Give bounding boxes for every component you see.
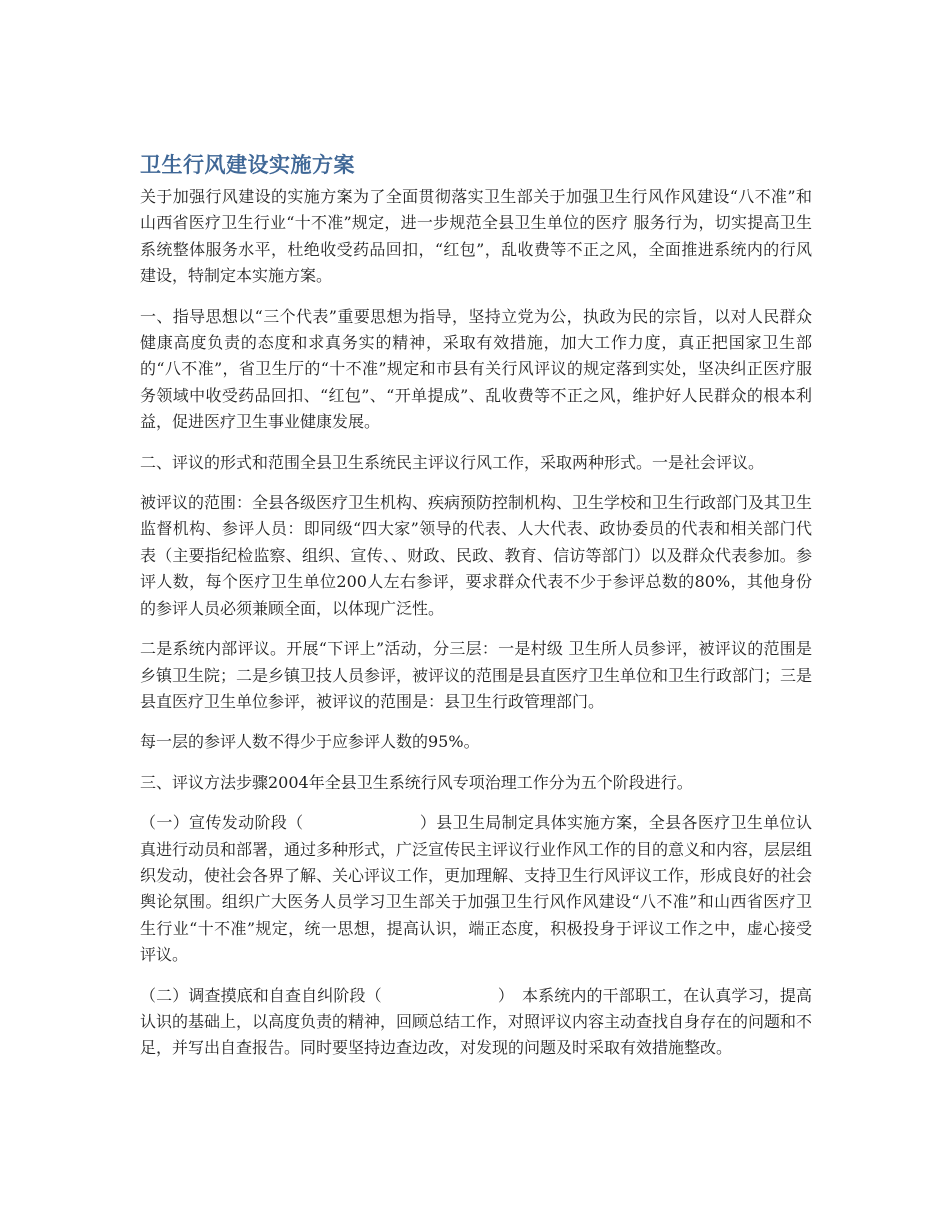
paragraph-participation-ratio: 每一层的参评人数不得少于应参评人数的95%。 (140, 732, 480, 752)
paragraph-method-steps: 三、评议方法步骤2004年全县卫生系统行风专项治理工作分为五个阶段进行。 (140, 772, 693, 792)
paragraph-internal-evaluation: 二是系统内部评议。开展“下评上”活动，分三层：一是村级 卫生所人员参评，被评议的范围是乡镇卫生院；二是乡镇卫技人员参评，被评议的范围是县直医疗卫生单位和卫生行政部门；三是县直医疗卫生单位参评，被评议的范围是：县卫生行政管理部门。 (140, 639, 813, 711)
paragraph-evaluation-form: 二、评议的形式和范围全县卫生系统民主评议行风工作，采取两种形式。一是社会评议。 (140, 452, 765, 472)
paragraph-intro: 关于加强行风建设的实施方案为了全面贯彻落实卫生部关于加强卫生行风作风建设“八不准”和山西省医疗卫生行业“十不准”规定，进一步规范全县卫生单位的医疗 服务行为，切实提高卫生系统整体服务水平，杜绝收受药品回扣，“红包”，乱收费等不正之风，全面推进系统内的行风建设，特制定本实施方案。 (140, 187, 812, 286)
document-page (140, 150, 812, 1076)
stage-2-heading: （二）调查摸底和自查自纠阶段（ (140, 985, 382, 1005)
paragraph-stage-2 (140, 983, 812, 1062)
paragraph-stage-1 (140, 810, 812, 968)
document-title: 卫生行风建设实施方案 (140, 153, 355, 177)
stage-1-body: ）县卫生局制定具体实施方案，全县各医疗卫生单位认真进行动员和部署，通过多种形式，广泛宣传民主评议行业作风工作的目的意义和内容，层层组织发动，使社会各界了解、关心评议工作，更加理解、支持卫生行风评议工作，形成良好的社会舆论氛围。组织广大医务人员学习卫生部关于加强卫生行风作风建设“八不准”和山西省医疗卫生行业“十不准”规定，统一思想，提高认识，端正态度，积极投身于评议工作之中，虚心接受评议。 (140, 813, 813, 965)
stage-2-body: ） 本系统内的干部职工，在认真学习，提高认识的基础上，以高度负责的精神，回顾总结工作，对照评议内容主动查找自身存在的问题和不足，并写出自查报告。同时要坚持边查边改，对发现的问题及时采取有效措施整改。 (140, 985, 813, 1058)
stage-1-heading: （一）宣传发动阶段（ (140, 813, 304, 833)
paragraph-guiding-principle: 一、指导思想以“三个代表”重要思想为指导，坚持立党为公，执政为民的宗旨，以对人民群众健康高度负责的态度和求真务实的精神，采取有效措施，加大工作力度，真正把国家卫生部的“八不准”，省卫生厅的“十不准”规定和市县有关行风评议的规定落到实处，坚决纠正医疗服务领域中收受药品回扣、“红包”、“开单提成”、乱收费等不正之风，维护好人民群众的根本利益，促进医疗卫生事业健康发展。 (140, 306, 812, 432)
paragraph-evaluation-scope: 被评议的范围：全县各级医疗卫生机构、疾病预防控制机构、卫生学校和卫生行政部门及其卫生监督机构、参评人员：即同级“四大家”领导的代表、人大代表、政协委员的代表和相关部门代表（主要指纪检监察、组织、宣传、、财政、民政、教育、信访等部门）以及群众代表参加。参评人数，每个医疗卫生单位200人左右参评，要求群众代表不少于参评总数的80%，其他身份的参评人员必须兼顾全面，以体现广泛性。 (140, 493, 813, 618)
